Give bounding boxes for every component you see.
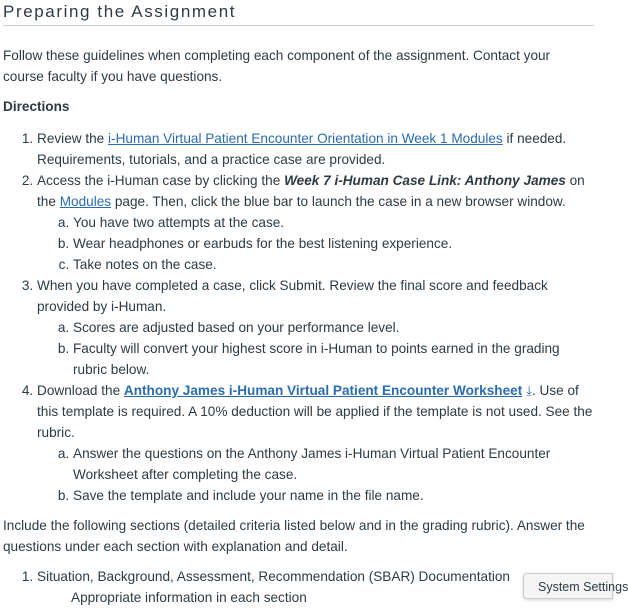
intro-text: Follow these guidelines when completing each component of the assignment. Contact your course faculty if you have questions. — [3, 48, 551, 84]
step-4-sublist — [37, 443, 594, 506]
list-item: a. You have two attempts at the case. — [73, 212, 594, 233]
step-2: 2. Access the i-Human case by clicking the Week 7 i-Human Case Link: Anthony James on the Modules page. Then, click the blue bar to launch the case in a new browser window. a. You have two attempts at the case. b. Wear headphones or earbuds for the best listening experience. c. Take notes on the case. — [37, 170, 594, 275]
list-item: b. Faculty will convert your highest score in i-Human to points earned in the grading rubric below. — [73, 338, 594, 380]
list-item: a. Scores are adjusted based on your performance level. — [73, 317, 594, 338]
step-3-sublist — [37, 317, 594, 380]
system-settings-tooltip[interactable]: System Settings — [523, 573, 613, 599]
page-title: Preparing the Assignment — [3, 0, 594, 26]
list-item: a. Answer the questions on the Anthony James i-Human Virtual Patient Encounter Worksheet after completing the case. — [73, 443, 594, 485]
list-item: b. Save the template and include your name in the file name. — [73, 485, 594, 506]
download-icon[interactable]: ⤓ — [526, 383, 532, 398]
modules-link[interactable]: Modules — [59, 194, 112, 209]
step-3: 3. When you have completed a case, click Submit. Review the final score and feedback provided by i-Human. a. Scores are adjusted based on your performance level. b. Faculty will convert your highest score in i-Human to points earned in the grading rubric below. — [37, 275, 594, 380]
section-detail: Appropriate information in each section — [71, 590, 307, 605]
sections-list — [3, 566, 594, 608]
step-1: 1. Review the i-Human Virtual Patient Encounter Orientation in Week 1 Modules if needed. Requirements, tutorials, and a practice case are provided. — [37, 128, 594, 170]
directions-list — [3, 128, 594, 506]
list-item: c. Take notes on the case. — [73, 254, 594, 275]
orientation-link[interactable]: i-Human Virtual Patient Encounter Orientation in Week 1 Modules — [108, 131, 503, 146]
step-4: 4. Download the Anthony James i-Human Virtual Patient Encounter Worksheet ⤓. Use of this template is required. A 10% deduction will be applied if the template is not used. See the rubric. a. Answer the questions on the Anthony James i-Human Virtual Patient Encounter Worksheet after completing the case. b. Save the template and include your name in the file name. — [37, 380, 594, 506]
case-link-name: Week 7 i-Human Case Link: Anthony James — [284, 173, 566, 188]
directions-heading: Directions — [3, 99, 70, 114]
worksheet-download-link[interactable]: Anthony James i-Human Virtual Patient Encounter Worksheet — [123, 383, 523, 398]
include-sections-text: Include the following sections (detailed criteria listed below and in the grading rubric). Answer the questions under each section with explanation and detail. — [3, 518, 585, 554]
step-2-sublist — [37, 212, 594, 275]
list-item: b. Wear headphones or earbuds for the best listening experience. — [73, 233, 594, 254]
section-item: 1. Situation, Background, Assessment, Recommendation (SBAR) Documentation Appropriate information in each section — [37, 566, 594, 608]
